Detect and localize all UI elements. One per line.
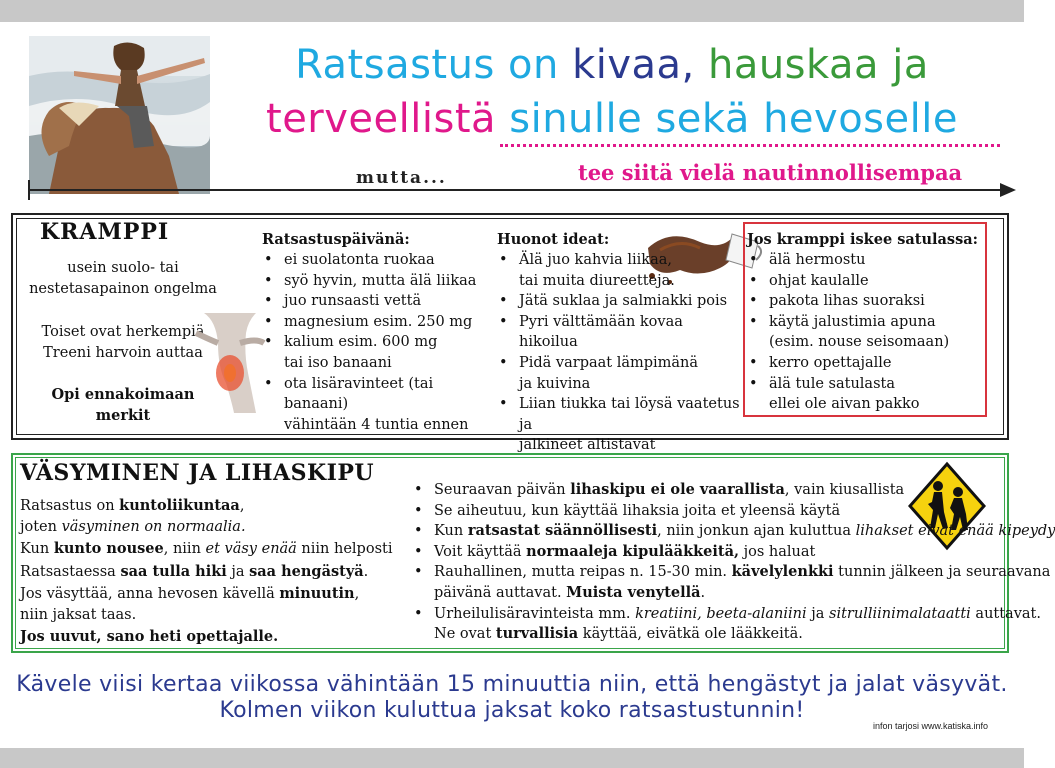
headline-line-1 <box>222 42 1002 88</box>
bad-ideas-list-2 <box>497 291 742 373</box>
text-bold: minuutin <box>279 584 355 602</box>
list-item: • älä tule satulasta <box>769 374 987 395</box>
fatigue-bullets <box>412 480 1055 583</box>
cramp-text-2: nestetasapainon ongelma <box>29 281 217 297</box>
top-band <box>0 0 1024 22</box>
list-item: • Se aiheutuu, kun käyttää lihaksia joita et yleensä käytä <box>434 501 1002 522</box>
fatigue-line <box>20 538 400 560</box>
headline-part: Ratsastus on <box>295 42 573 88</box>
headline-part: kivaa, <box>572 42 708 88</box>
text-bold: normaaleja kipulääkkeitä, <box>526 542 740 560</box>
list-item <box>434 562 1051 583</box>
text-bold: saa hengästyä <box>249 562 364 580</box>
bottom-message-2: Kolmen viikon kuluttua jaksat koko ratsastustunnin! <box>219 698 805 723</box>
bottom-band <box>0 748 1024 768</box>
headline-part: hauskaa ja <box>707 42 929 88</box>
fatigue-line <box>20 583 400 605</box>
list-item-continuation: vähintään 4 tuntia ennen <box>284 416 469 433</box>
headline-part: terveellistä <box>266 96 510 142</box>
text: joten <box>20 519 62 536</box>
list-item: • syö hyvin, mutta älä liikaa <box>284 271 487 292</box>
fatigue-right-list <box>412 480 1055 645</box>
riding-day-list-2 <box>262 374 487 415</box>
text: . <box>700 584 706 601</box>
text: , <box>354 585 360 602</box>
list-item-continuation <box>412 624 1002 645</box>
headline-line-2 <box>222 96 1002 142</box>
fatigue-line: Jos uuvut, sano heti opettajalle. <box>20 628 279 646</box>
text: , <box>239 498 245 514</box>
list-item-continuation: tai muita diureetteja. <box>519 272 675 289</box>
text: Rauhallinen, mutta reipas n. 15-30 min. <box>434 564 732 581</box>
list-item: • ota lisäravinteet (tai banaani) <box>284 374 487 415</box>
text-italic: sitrulliinimalataatti <box>829 605 971 622</box>
list-item: • käytä jalustimia apuna <box>769 312 987 333</box>
source-credit: infon tarjosi www.katiska.info <box>873 721 989 731</box>
list-item <box>434 604 1041 625</box>
text: , vain kiusallista <box>784 482 905 498</box>
list-item-continuation <box>412 583 1002 604</box>
text-bold: lihaskipu ei ole vaarallista <box>570 481 785 498</box>
cramp-text-4: Treeni harvoin auttaa <box>43 345 203 361</box>
list-item-continuation: tai iso banaani <box>284 354 392 371</box>
text: Jos väsyttää, anna hevosen kävellä <box>20 585 280 602</box>
list-item: • ohjat kaulalle <box>769 271 987 292</box>
list-item: • kalium esim. 600 mg <box>284 332 487 353</box>
text: päivänä auttavat. <box>434 584 567 601</box>
text: Ratsastaessa <box>20 563 121 580</box>
cramp-text-1: usein suolo- tai <box>67 260 179 276</box>
text-bold: kuntoliikuntaa <box>119 497 240 514</box>
list-item: • pakota lihas suoraksi <box>769 291 987 312</box>
text-bold: saa tulla hiki <box>120 562 227 580</box>
list-item-continuation: (esim. nouse seisomaan) <box>769 334 950 351</box>
text-italic: et väsy enää <box>205 541 297 558</box>
text: ja <box>806 605 830 622</box>
list-item: • kerro opettajalle <box>769 353 987 374</box>
text: . <box>363 563 369 580</box>
in-saddle-heading: Jos kramppi iskee satulassa: <box>747 231 978 248</box>
text: jos haluat <box>739 543 816 560</box>
fatigue-line <box>20 495 400 517</box>
text-italic: lihakset eivät enää kipeydy <box>855 523 1055 540</box>
list-item: • Liian tiukka tai löysä vaatetus ja <box>519 394 742 435</box>
fatigue-line: niin jaksat taas. <box>20 607 137 624</box>
bottom-message-1: Kävele viisi kertaa viikossa vähintään 15 minuuttia niin, että hengästyt ja jalat väsyvät. <box>16 672 1008 697</box>
text: Ne ovat <box>434 626 496 643</box>
bad-ideas-list <box>497 250 742 271</box>
list-item: • ei suolatonta ruokaa <box>284 250 487 271</box>
bad-ideas-column <box>497 230 742 456</box>
riding-day-column <box>262 230 487 435</box>
list-item <box>434 521 1055 542</box>
text: Urheilulisäravinteista mm. <box>434 605 636 622</box>
text: niin helposti <box>296 541 393 558</box>
list-item: • Älä juo kahvia liikaa, <box>519 250 742 271</box>
text: Seuraavan päivän <box>434 482 571 498</box>
cramp-heading: KRAMPPI <box>40 219 170 245</box>
text: tunnin jälkeen ja seuraavana <box>833 564 1051 581</box>
list-item-continuation: ja kuivina <box>519 375 591 392</box>
fatigue-line <box>20 517 400 538</box>
mutta-label: mutta... <box>356 168 447 188</box>
list-item <box>434 542 1002 563</box>
sore-leg-image <box>196 313 264 413</box>
fatigue-heading: VÄSYMINEN JA LIHASKIPU <box>20 460 375 486</box>
fatigue-bullets-2 <box>412 604 1041 625</box>
dotted-underline <box>500 144 1000 147</box>
list-item: • juo runsaasti vettä <box>284 291 487 312</box>
list-item: • älä hermostu <box>769 250 987 271</box>
bad-ideas-heading: Huonot ideat: <box>497 231 610 248</box>
text-bold: kävelylenkki <box>731 563 834 581</box>
text: Kun <box>434 523 468 540</box>
text: Ratsastus on <box>20 498 120 514</box>
arrow-line <box>28 189 1010 191</box>
in-saddle-column <box>747 230 987 415</box>
in-saddle-list <box>747 250 987 332</box>
text: auttavat. <box>970 605 1041 622</box>
riding-day-heading: Ratsastuspäivänä: <box>262 231 410 248</box>
text-bold: ratsastat säännöllisesti <box>467 522 658 540</box>
arrow-head-icon <box>1000 183 1016 197</box>
list-item: • Pyri välttämään kovaa hikoilua <box>519 312 742 353</box>
list-item-continuation: jalkineet altistavat <box>519 437 656 454</box>
text-bold: kunto nousee <box>53 540 164 558</box>
list-item-continuation: ellei ole aivan pakko <box>769 396 920 413</box>
text: , niin <box>163 541 206 558</box>
text: käyttää, eivätkä ole lääkkeitä. <box>578 626 803 643</box>
text: Voit käyttää <box>434 543 527 560</box>
text-italic: kreatiini, beeta-alaniini <box>635 605 807 622</box>
horse-rider-photo <box>29 36 210 194</box>
riding-day-list <box>262 250 487 353</box>
text-bold: turvallisia <box>495 625 579 643</box>
bad-ideas-list-3 <box>497 394 742 435</box>
cramp-text-3: Toiset ovat herkempiä <box>41 324 205 340</box>
in-saddle-list-2 <box>747 353 987 394</box>
text-bold: Muista venytellä <box>566 583 701 601</box>
list-item: • Jätä suklaa ja salmiakki pois <box>519 291 742 312</box>
text: , niin jonkun ajan kuluttua <box>657 523 856 540</box>
list-item: • magnesium esim. 250 mg <box>284 312 487 333</box>
headline-part: sinulle sekä hevoselle <box>509 96 958 142</box>
tagline: tee siitä vielä nautinnollisempaa <box>578 160 963 185</box>
cramp-text-5: Opi ennakoimaan merkit <box>51 386 195 424</box>
text-italic: väsyminen on normaalia. <box>61 519 246 536</box>
text: Kun <box>20 541 54 558</box>
list-item <box>434 480 1002 501</box>
fatigue-left-text <box>20 495 400 647</box>
text: ja <box>226 563 250 580</box>
fatigue-line <box>20 561 400 583</box>
list-item: • Pidä varpaat lämpimänä <box>519 353 742 374</box>
